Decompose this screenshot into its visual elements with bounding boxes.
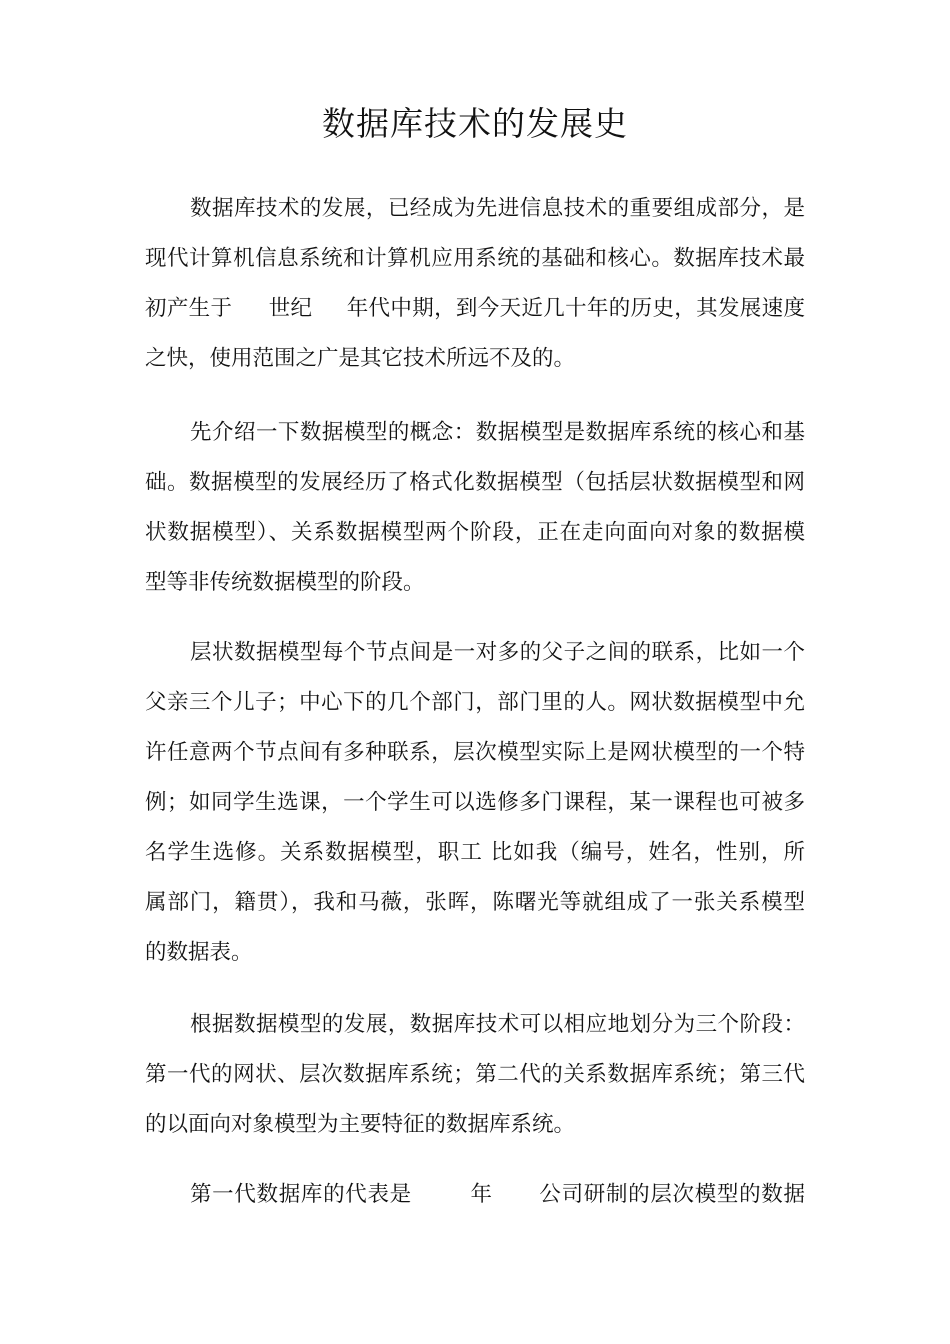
paragraph-line: 现代计算机信息系统和计算机应用系统的基础和核心。数据库技术最: [145, 246, 805, 271]
paragraph-4: [145, 1000, 805, 1150]
paragraph-line: 例；如同学生选课，一个学生可以选修多门课程，某一课程也可被多: [145, 790, 805, 815]
text-segment: 公司研制的层次模型的数据: [538, 1182, 805, 1207]
paragraph-line: 第一代的网状、层次数据库系统；第二代的关系数据库系统；第三代: [145, 1062, 805, 1087]
paragraph-line: 名学生选修。关系数据模型，职工 比如我（编号，姓名，性别，所: [145, 840, 805, 865]
paragraph-line: 的以面向对象模型为主要特征的数据库系统。: [145, 1112, 576, 1137]
paragraph-line: 属部门，籍贯），我和马薇，张晖，陈曙光等就组成了一张关系模型: [145, 890, 805, 915]
paragraph-2: [145, 408, 805, 608]
paragraph-line: 型等非传统数据模型的阶段。: [145, 570, 425, 595]
paragraph-5: [145, 1170, 805, 1220]
paragraph-line: 的数据表。: [145, 940, 253, 965]
paragraph-line: 状数据模型）、关系数据模型两个阶段，正在走向面向对象的数据模: [145, 520, 805, 545]
paragraph-line: 许任意两个节点间有多种联系，层次模型实际上是网状模型的一个特: [145, 740, 805, 765]
paragraph-3: [145, 628, 805, 978]
paragraph-line: 层状数据模型每个节点间是一对多的父子之间的联系，比如一个: [190, 640, 805, 665]
paragraph-line: 父亲三个儿子；中心下的几个部门，部门里的人。网状数据模型中允: [145, 690, 805, 715]
paragraph-line: 础。数据模型的发展经历了格式化数据模型（包括层状数据模型和网: [145, 470, 805, 495]
paragraph-line: 之快，使用范围之广是其它技术所远不及的。: [145, 346, 576, 371]
paragraph-line: [145, 284, 805, 334]
text-segment: 世纪: [268, 296, 313, 321]
text-segment: 第一代数据库的代表是: [190, 1182, 412, 1207]
paragraph-1: [145, 184, 805, 384]
paragraph-line: 先介绍一下数据模型的概念：数据模型是数据库系统的核心和基: [190, 420, 805, 445]
text-segment: 初产生于: [145, 296, 233, 321]
text-segment: 年: [469, 1182, 493, 1207]
text-segment: 年代中期，到今天近几十年的历史，其发展速度: [346, 296, 805, 321]
paragraph-line: 数据库技术的发展，已经成为先进信息技术的重要组成部分，是: [190, 196, 805, 221]
paragraph-line: [145, 1170, 805, 1220]
document-title: 数据库技术的发展史: [322, 104, 628, 143]
paragraph-line: 根据数据模型的发展，数据库技术可以相应地划分为三个阶段：: [190, 1012, 805, 1037]
